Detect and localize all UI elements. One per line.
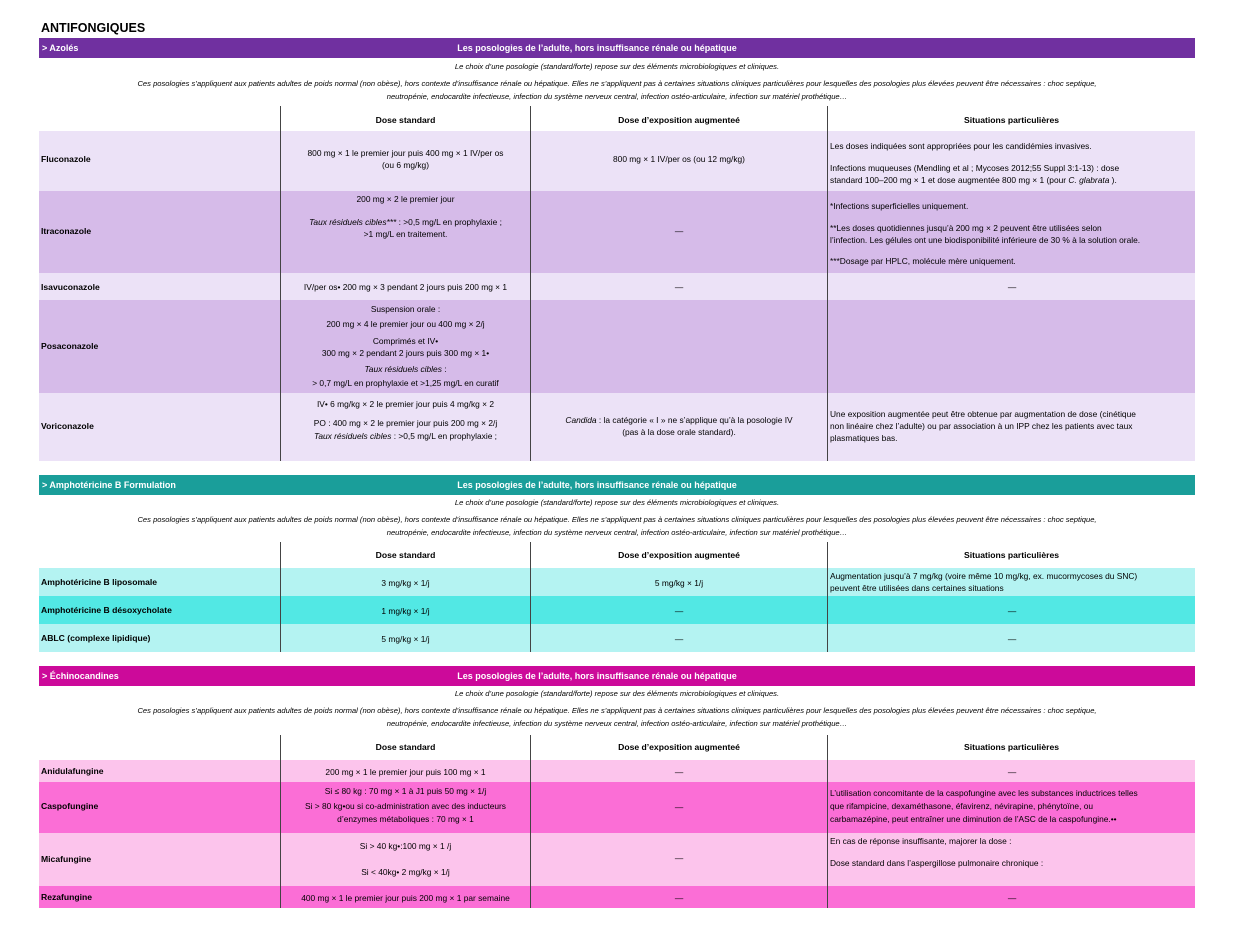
- text-line: Comprimés et IV•: [372, 336, 439, 346]
- section-header: Les posologies de l’adulte, hors insuffisance rénale ou hépatique: [457, 671, 737, 681]
- column-header-augmented: Dose d’exposition augmenteé: [618, 115, 740, 125]
- special-situations: —: [1007, 634, 1017, 644]
- section-bar-azoles: [39, 38, 1195, 58]
- table-row-posaconazole: [39, 300, 1195, 393]
- text-line: **Les doses quotidiennes jusqu’à 200 mg × 2 peuvent être utilisées selon: [830, 223, 1102, 233]
- text-line: plasmatiques bas.: [830, 433, 898, 443]
- text-line: 800 mg × 1 le premier jour puis 400 mg × 1 IV/per os: [307, 148, 504, 158]
- text-line: Si > 80 kg•ou si co-administration avec des inducteurs: [304, 801, 506, 811]
- table-row-rezafungine: [39, 886, 1195, 908]
- text-line: Une exposition augmentée peut être obtenue par augmentation de dose (cinétique: [830, 409, 1136, 419]
- drug-name: Posaconazole: [41, 341, 99, 351]
- section-title: > Azolés: [42, 43, 79, 53]
- column-divider: [280, 542, 281, 652]
- drug-name: Fluconazole: [41, 154, 91, 164]
- note-line: Ces posologies s’appliquent aux patients adultes de poids normal (non obèse), hors contexte d’insuffisance rénale ou hépatique. Elles ne s’appliquent pas à certaines situations cliniques particulières pour lesquelles des posologies plus élevées peuvent être nécessaires : choc septique,: [137, 706, 1097, 715]
- text-line: En cas de réponse insuffisante, majorer la dose :: [830, 836, 1012, 846]
- column-divider: [827, 735, 828, 908]
- section-note: Le choix d’une posologie (standard/forte) repose sur des éléments microbiologiques et cliniques.: [454, 498, 780, 507]
- table-row-caspofungine: [39, 782, 1195, 833]
- text-line: ***Dosage par HPLC, molécule mère uniquement.: [830, 256, 1016, 266]
- column-divider: [530, 542, 531, 652]
- drug-name: Micafungine: [41, 854, 92, 864]
- column-divider: [280, 735, 281, 908]
- drug-name: Rezafungine: [41, 892, 93, 902]
- column-header-standard: Dose standard: [375, 550, 436, 560]
- section-note: Le choix d’une posologie (standard/forte) repose sur des éléments microbiologiques et cliniques.: [454, 62, 780, 71]
- text-italic: Candida: [565, 415, 597, 425]
- text-line: Si > 40 kg•:100 mg × 1 /j: [359, 841, 452, 851]
- text-line: [531, 414, 827, 426]
- text-line: [281, 430, 530, 442]
- dose-augmented: —: [674, 606, 684, 616]
- section-note-paragraph: [39, 705, 1195, 730]
- text-line: > 0,7 mg/L en prophylaxie et >1,25 mg/L en curatif: [312, 378, 499, 388]
- special-situations: [830, 408, 1194, 444]
- section-note-paragraph: [39, 78, 1195, 103]
- dose-standard: [281, 785, 530, 825]
- dose-augmented: —: [674, 853, 684, 863]
- table-row-micafungine: [39, 833, 1195, 886]
- text-line: 300 mg × 2 pendant 2 jours puis 300 mg × 1•: [321, 348, 490, 358]
- table-row-voriconazole: [39, 393, 1195, 461]
- dose-augmented: —: [674, 802, 684, 812]
- note-line: neutropénie, endocardite infectieuse, infection du système nerveux central, infection ostéo-articulaire, infection sur matériel prothétique…: [386, 718, 848, 728]
- drug-name: Amphotéricine B désoxycholate: [41, 605, 172, 615]
- dose-standard: 200 mg × 1 le premier jour puis 100 mg × 1: [325, 767, 486, 777]
- note-line: Ces posologies s’appliquent aux patients adultes de poids normal (non obèse), hors contexte d’insuffisance rénale ou hépatique. Elles ne s’appliquent pas à certaines situations cliniques particulières pour lesquelles des posologies plus élevées peuvent être nécessaires : choc septique,: [137, 79, 1097, 88]
- table-row-ablc: [39, 624, 1195, 652]
- dose-standard: [281, 303, 530, 389]
- dose-augmented: —: [674, 282, 684, 292]
- text-line: >1 mg/L en traitement.: [363, 229, 448, 239]
- text-line: que rifampicine, dexaméthasone, éfavirenz, névirapine, phénytoïne, ou: [830, 801, 1094, 811]
- section-header: Les posologies de l’adulte, hors insuffisance rénale ou hépatique: [457, 43, 737, 53]
- column-header-augmented: Dose d’exposition augmenteé: [618, 742, 740, 752]
- column-header-standard: Dose standard: [375, 115, 436, 125]
- special-situations: —: [1007, 282, 1017, 292]
- drug-name: ABLC (complexe lipidique): [41, 633, 151, 643]
- column-divider: [827, 106, 828, 461]
- text-line: IV• 6 mg/kg × 2 le premier jour puis 4 mg/kg × 2: [316, 399, 495, 409]
- drug-name: Amphotéricine B liposomale: [41, 577, 158, 587]
- text-part: : >0,5 mg/L en prophylaxie ;: [396, 217, 502, 227]
- column-divider: [827, 542, 828, 652]
- section-title: > Amphotéricine B Formulation: [42, 480, 176, 490]
- special-situations: [830, 200, 1194, 267]
- note-line: neutropénie, endocardite infectieuse, infection du système nerveux central, infection ostéo-articulaire, infection sur matériel prothétique…: [386, 527, 848, 537]
- text-line: Les doses indiquées sont appropriées pour les candidémies invasives.: [830, 141, 1092, 151]
- drug-name: Anidulafungine: [41, 766, 104, 776]
- special-situations: [830, 570, 1194, 594]
- column-divider: [530, 735, 531, 908]
- column-header-standard: Dose standard: [375, 742, 436, 752]
- dose-standard: [281, 147, 530, 171]
- dose-standard: 400 mg × 1 le premier jour puis 200 mg × 1 par semaine: [301, 893, 510, 903]
- text-part: : la catégorie « I » ne s’applique qu’à la posologie IV: [596, 415, 793, 425]
- table-row-isavuconazole: [39, 273, 1195, 300]
- section-note: Le choix d’une posologie (standard/forte) repose sur des éléments microbiologiques et cliniques.: [454, 689, 780, 698]
- dose-augmented: 800 mg × 1 IV/per os (ou 12 mg/kg): [613, 154, 745, 164]
- text-line: Infections muqueuses (Mendling et al ; Mycoses 2012;55 Suppl 3:1-13) : dose: [830, 163, 1120, 173]
- page-title: ANTIFONGIQUES: [41, 21, 146, 35]
- column-header-augmented: Dose d’exposition augmenteé: [618, 550, 740, 560]
- dose-augmented: [531, 414, 827, 438]
- text-part: :: [441, 364, 447, 374]
- text-line: Augmentation jusqu’à 7 mg/kg (voire même 10 mg/kg, ex. mucormycoses du SNC): [830, 571, 1138, 581]
- note-line: neutropénie, endocardite infectieuse, infection du système nerveux central, infection ostéo-articulaire, infection sur matériel prothétique…: [386, 91, 848, 101]
- special-situations: —: [1007, 767, 1017, 777]
- dose-standard: 1 mg/kg × 1/j: [381, 606, 430, 616]
- dose-augmented: —: [674, 634, 684, 644]
- section-header: Les posologies de l’adulte, hors insuffisance rénale ou hépatique: [457, 480, 737, 490]
- text-line: PO : 400 mg × 2 le premier jour puis 200 mg × 2/j: [313, 418, 498, 428]
- dose-standard: 3 mg/kg × 1/j: [381, 578, 430, 588]
- text-line: non linéaire chez l’adulte) ou par association à un IPP chez les patients avec taux: [830, 421, 1133, 431]
- text-line: [281, 216, 530, 228]
- dose-augmented: —: [674, 893, 684, 903]
- dose-augmented: 5 mg/kg × 1/j: [654, 578, 704, 588]
- text-line: d’enzymes métaboliques : 70 mg × 1: [337, 814, 474, 824]
- special-situations: [830, 835, 1194, 869]
- text-line: *Infections superficielles uniquement.: [830, 201, 969, 211]
- special-situations: [830, 140, 1194, 186]
- drug-name: Caspofungine: [41, 801, 99, 811]
- text-line: [830, 174, 1194, 186]
- text-italic: Taux résiduels cibles***: [309, 217, 397, 227]
- text-part: : >0,5 mg/L en prophylaxie ;: [391, 431, 498, 441]
- text-line: 200 mg × 4 le premier jour ou 400 mg × 2/j: [326, 319, 485, 329]
- text-line: l’infection. Les gélules ont une biodisponibilité inférieure de 30 % à la solution orale.: [830, 235, 1141, 245]
- dose-standard: [281, 193, 530, 240]
- text-line: Si ≤ 80 kg : 70 mg × 1 à J1 puis 50 mg × 1/j: [324, 786, 487, 796]
- special-situations: [830, 787, 1194, 825]
- column-header-special: Situations particulières: [963, 742, 1060, 752]
- text-line: L’utilisation concomitante de la caspofungine avec les substances inductrices telles: [830, 788, 1138, 798]
- dose-standard: [281, 840, 530, 878]
- table-row-anidulafungine: [39, 760, 1195, 782]
- note-line: Ces posologies s’appliquent aux patients adultes de poids normal (non obèse), hors contexte d’insuffisance rénale ou hépatique. Elles ne s’appliquent pas à certaines situations cliniques particulières pour lesquelles des posologies plus élevées peuvent être nécessaires : choc septique,: [137, 515, 1097, 524]
- section-note-paragraph: [39, 514, 1195, 539]
- dose-standard: 5 mg/kg × 1/j: [381, 634, 430, 644]
- section-bar-echinocandines: [39, 666, 1195, 686]
- text-line: 200 mg × 2 le premier jour: [356, 194, 455, 204]
- text-line: (pas à la dose orale standard).: [622, 427, 736, 437]
- section-title: > Échinocandines: [42, 671, 119, 681]
- text-italic: Taux résiduels cibles: [364, 364, 442, 374]
- table-row-amphotericin-desoxycholate: [39, 596, 1195, 624]
- text-part: standard 100–200 mg × 1 et dose augmentée 800 mg × 1 (pour: [830, 175, 1069, 185]
- column-divider: [530, 106, 531, 461]
- dose-augmented: —: [674, 226, 684, 236]
- drug-name: Voriconazole: [41, 421, 94, 431]
- table-row-fluconazole: [39, 131, 1195, 191]
- special-situations: —: [1007, 606, 1017, 616]
- text-line: peuvent être utilisées dans certaines situations: [830, 583, 1004, 593]
- drug-name: Isavuconazole: [41, 282, 100, 292]
- dose-augmented: —: [674, 767, 684, 777]
- column-header-special: Situations particulières: [963, 115, 1060, 125]
- text-italic: Taux résiduels cibles: [313, 431, 392, 441]
- text-line: Suspension orale :: [370, 304, 441, 314]
- text-line: Dose standard dans l’aspergillose pulmonaire chronique :: [830, 858, 1044, 868]
- special-situations: —: [1007, 893, 1017, 903]
- text-line: Si < 40kg• 2 mg/kg × 1/j: [361, 867, 450, 877]
- column-divider: [280, 106, 281, 461]
- dose-standard: IV/per os• 200 mg × 3 pendant 2 jours puis 200 mg × 1: [303, 282, 508, 292]
- text-line: [281, 363, 530, 375]
- table-row-amphotericin-liposomale: [39, 568, 1195, 596]
- table-row-itraconazole: [39, 191, 1195, 273]
- text-line: carbamazépine, peut entraîner une diminution de l’ASC de la caspofungine.••: [830, 814, 1117, 824]
- text-line: (ou 6 mg/kg): [381, 160, 429, 170]
- drug-name: Itraconazole: [41, 226, 92, 236]
- section-bar-amphotericin: [39, 475, 1195, 495]
- column-header-special: Situations particulières: [963, 550, 1060, 560]
- text-part: ).: [1109, 175, 1117, 185]
- text-italic: C. glabrata: [1068, 175, 1110, 185]
- dose-standard: [281, 398, 530, 442]
